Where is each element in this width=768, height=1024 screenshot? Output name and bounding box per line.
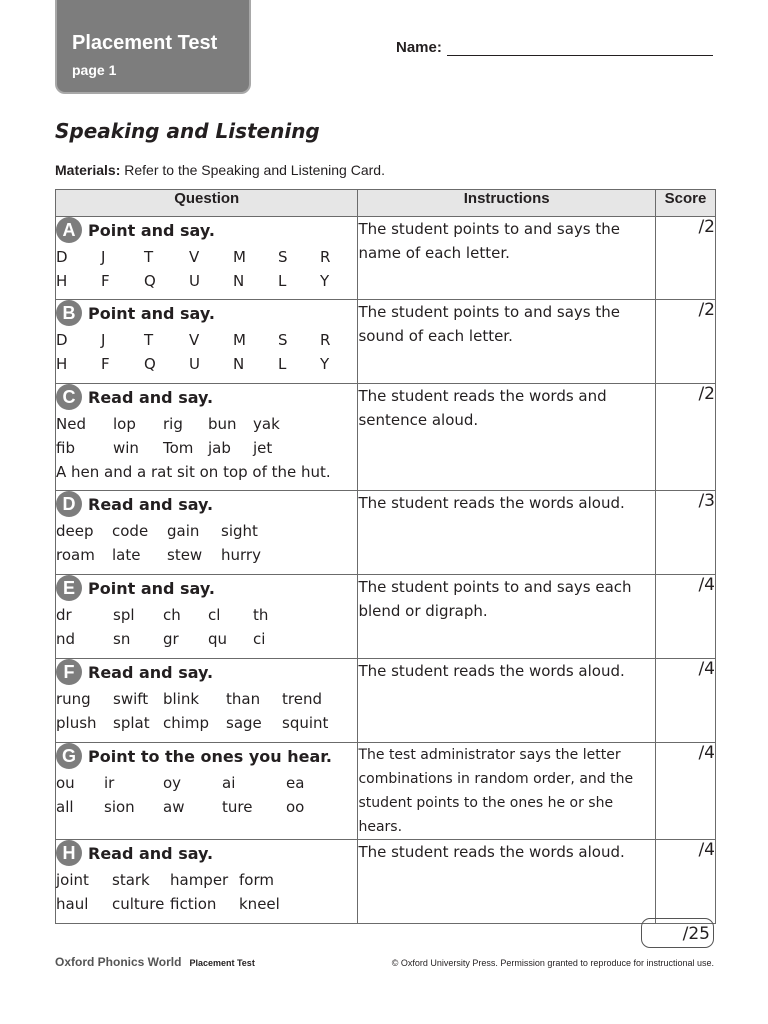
item-word: trend — [282, 690, 322, 708]
instruction-cell: The student points to and says the sound of each letter. — [358, 300, 655, 384]
materials-label: Materials: — [55, 162, 121, 178]
item-word: squint — [282, 714, 329, 732]
item-word: Y — [320, 355, 330, 373]
item-word: bun — [208, 415, 237, 433]
item-word: fiction — [170, 895, 217, 913]
item-word: S — [278, 331, 288, 349]
question-heading — [56, 659, 357, 685]
item-line — [56, 245, 357, 269]
item-line — [56, 687, 357, 711]
table-row — [56, 840, 716, 924]
item-word: dr — [56, 606, 72, 624]
item-line — [56, 412, 357, 436]
item-word: late — [112, 546, 141, 564]
question-heading — [56, 743, 357, 769]
instruction-cell: The student points to and says the name of each letter. — [358, 217, 655, 300]
footer-copyright: © Oxford University Press. Permission granted to reproduce for instructional use. — [391, 958, 714, 968]
item-word: haul — [56, 895, 89, 913]
page-tab — [55, 0, 251, 94]
item-word: plush — [56, 714, 97, 732]
item-word: yak — [253, 415, 280, 433]
item-word: cl — [208, 606, 221, 624]
table-row — [56, 217, 716, 300]
item-word: hurry — [221, 546, 261, 564]
table-row — [56, 575, 716, 659]
item-line — [56, 328, 357, 352]
question-cell — [56, 491, 358, 575]
question-letter-badge: A — [56, 217, 82, 243]
item-word: chimp — [163, 714, 210, 732]
item-word: U — [189, 355, 200, 373]
item-word: lop — [113, 415, 136, 433]
question-heading — [56, 217, 357, 243]
item-word: Q — [144, 272, 156, 290]
question-heading — [56, 575, 357, 601]
total-score-box: /25 — [641, 918, 714, 948]
question-letter-badge: D — [56, 491, 82, 517]
item-word: N — [233, 272, 245, 290]
item-word: stark — [112, 871, 150, 889]
item-line — [56, 795, 357, 819]
item-word: all — [56, 798, 74, 816]
item-line — [56, 352, 357, 376]
score-cell: /4 — [655, 840, 715, 924]
item-word: than — [226, 690, 261, 708]
question-title: Read and say. — [88, 843, 214, 863]
item-word: roam — [56, 546, 95, 564]
instruction-cell: The student points to and says each blend or digraph. — [358, 575, 655, 659]
item-word: Q — [144, 355, 156, 373]
item-word: oo — [286, 798, 305, 816]
item-word: stew — [167, 546, 203, 564]
page-title: Placement Test — [72, 32, 218, 54]
item-word: code — [112, 522, 149, 540]
item-word: ture — [222, 798, 253, 816]
score-cell: /2 — [655, 384, 715, 491]
item-word: ai — [222, 774, 236, 792]
item-word: deep — [56, 522, 94, 540]
question-cell — [56, 743, 358, 840]
item-word: Tom — [163, 439, 194, 457]
question-heading — [56, 384, 357, 410]
question-cell — [56, 384, 358, 491]
item-word: T — [144, 248, 154, 266]
instruction-cell: The student reads the words aloud. — [358, 840, 655, 924]
table-row — [56, 384, 716, 491]
question-letter-badge: B — [56, 300, 82, 326]
section-title: Speaking and Listening — [55, 119, 320, 143]
item-line — [56, 269, 357, 293]
table-body — [56, 217, 716, 924]
question-cell — [56, 575, 358, 659]
score-cell: /2 — [655, 217, 715, 300]
item-word: hamper — [170, 871, 229, 889]
item-word: F — [101, 272, 110, 290]
question-heading — [56, 840, 357, 866]
item-word: T — [144, 331, 154, 349]
table-row — [56, 659, 716, 743]
item-word: H — [56, 272, 68, 290]
item-word: ch — [163, 606, 181, 624]
item-word: rig — [163, 415, 183, 433]
score-cell: /3 — [655, 491, 715, 575]
footer-brand-name: Oxford Phonics World — [55, 955, 182, 969]
question-cell — [56, 300, 358, 384]
item-word: jab — [208, 439, 231, 457]
item-word: sage — [226, 714, 262, 732]
item-word: blink — [163, 690, 200, 708]
item-word: V — [189, 248, 200, 266]
table-row — [56, 491, 716, 575]
item-word: gr — [163, 630, 179, 648]
footer-brand-sub: Placement Test — [189, 958, 255, 968]
item-word: oy — [163, 774, 182, 792]
instruction-cell: The student reads the words aloud. — [358, 491, 655, 575]
item-word: D — [56, 248, 68, 266]
item-word: Ned — [56, 415, 86, 433]
item-word: splat — [113, 714, 150, 732]
item-word: win — [113, 439, 139, 457]
instruction-cell: The student reads the words and sentence aloud. — [358, 384, 655, 491]
item-line — [56, 627, 357, 651]
item-word: H — [56, 355, 68, 373]
item-word: swift — [113, 690, 149, 708]
score-cell: /4 — [655, 575, 715, 659]
item-line — [56, 892, 357, 916]
item-word: M — [233, 248, 246, 266]
question-title: Read and say. — [88, 662, 214, 682]
item-word: fib — [56, 439, 75, 457]
question-title: Read and say. — [88, 494, 214, 514]
page-subtitle: page 1 — [72, 62, 117, 78]
question-heading — [56, 300, 357, 326]
item-line — [56, 603, 357, 627]
item-word: rung — [56, 690, 91, 708]
question-letter-badge: E — [56, 575, 82, 601]
question-cell — [56, 840, 358, 924]
question-title: Point to the ones you hear. — [88, 746, 332, 766]
header-score: Score — [655, 190, 715, 217]
question-title: Point and say. — [88, 303, 215, 323]
footer-brand — [55, 955, 255, 969]
item-word: ci — [253, 630, 266, 648]
item-word: V — [189, 331, 200, 349]
header-question: Question — [56, 190, 358, 217]
item-word: S — [278, 248, 288, 266]
materials-text: Refer to the Speaking and Listening Card. — [120, 162, 385, 178]
item-word: Y — [320, 272, 330, 290]
item-word: sn — [113, 630, 131, 648]
item-line — [56, 711, 357, 735]
table-row — [56, 300, 716, 384]
item-word: sion — [104, 798, 135, 816]
item-word: D — [56, 331, 68, 349]
item-word: kneel — [239, 895, 280, 913]
name-line — [447, 55, 713, 56]
item-word: form — [239, 871, 274, 889]
item-word: R — [320, 248, 331, 266]
item-word: J — [101, 331, 106, 349]
item-word: L — [278, 272, 287, 290]
item-word: U — [189, 272, 200, 290]
item-sentence: A hen and a rat sit on top of the hut. — [56, 463, 331, 481]
item-word: aw — [163, 798, 185, 816]
score-cell: /4 — [655, 659, 715, 743]
item-word: ou — [56, 774, 75, 792]
item-line — [56, 519, 357, 543]
table-header-row — [56, 190, 716, 217]
instruction-cell: The student reads the words aloud. — [358, 659, 655, 743]
question-letter-badge: C — [56, 384, 82, 410]
item-line — [56, 868, 357, 892]
question-table — [55, 189, 716, 924]
name-label: Name: — [396, 39, 442, 56]
instruction-cell: The test administrator says the letter combinations in random order, and the student points to the ones he or she hears. — [358, 743, 655, 840]
item-word: sight — [221, 522, 258, 540]
question-letter-badge: H — [56, 840, 82, 866]
item-word: ir — [104, 774, 115, 792]
materials-line — [55, 162, 385, 178]
item-word: spl — [113, 606, 135, 624]
header-instructions: Instructions — [358, 190, 655, 217]
question-cell — [56, 217, 358, 300]
item-word: ea — [286, 774, 305, 792]
question-heading — [56, 491, 357, 517]
item-word: culture — [112, 895, 165, 913]
question-title: Point and say. — [88, 578, 215, 598]
item-word: gain — [167, 522, 200, 540]
question-title: Read and say. — [88, 387, 214, 407]
item-word: M — [233, 331, 246, 349]
item-word: R — [320, 331, 331, 349]
item-word: th — [253, 606, 269, 624]
table-row — [56, 743, 716, 840]
item-line — [56, 436, 357, 460]
question-title: Point and say. — [88, 220, 215, 240]
item-word: joint — [56, 871, 89, 889]
score-cell: /2 — [655, 300, 715, 384]
item-word: F — [101, 355, 110, 373]
question-letter-badge: F — [56, 659, 82, 685]
item-word: nd — [56, 630, 76, 648]
item-line — [56, 543, 357, 567]
item-word: jet — [253, 439, 273, 457]
item-line — [56, 771, 357, 795]
item-word: N — [233, 355, 245, 373]
item-word: qu — [208, 630, 228, 648]
item-word: J — [101, 248, 106, 266]
item-word: L — [278, 355, 287, 373]
question-cell — [56, 659, 358, 743]
question-letter-badge: G — [56, 743, 82, 769]
score-cell: /4 — [655, 743, 715, 840]
